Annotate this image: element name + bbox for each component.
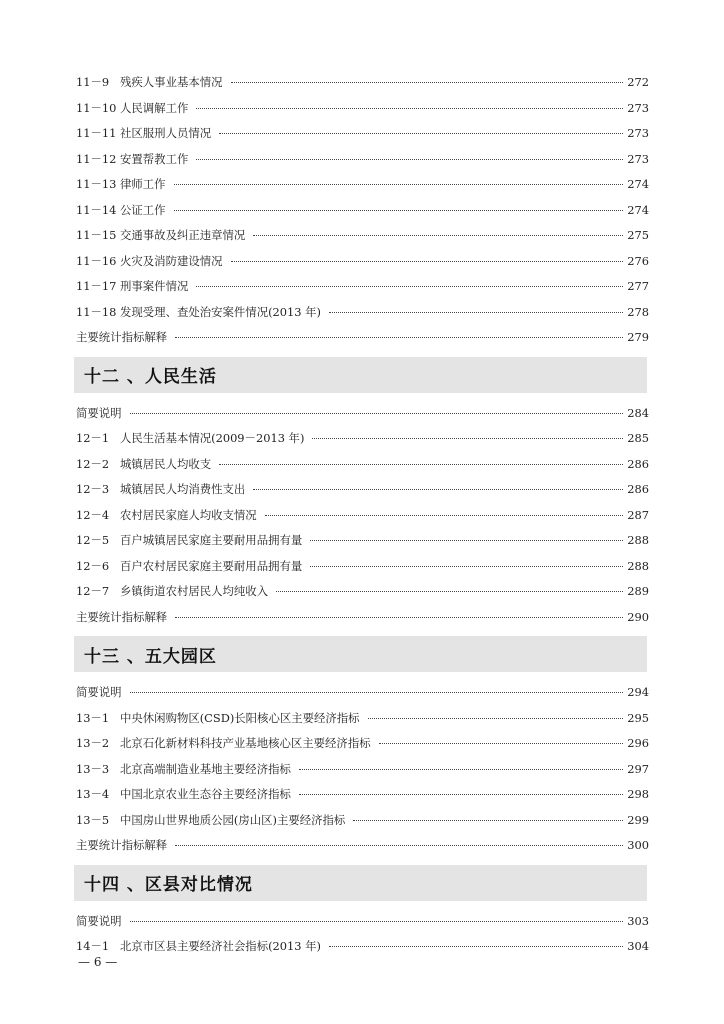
toc-entry-title: 简要说明 — [76, 405, 122, 420]
dot-leader — [353, 820, 623, 821]
dot-leader — [231, 82, 623, 83]
toc-entry-page: 274 — [627, 177, 649, 191]
toc-entry-page: 286 — [627, 482, 649, 496]
toc-entry[interactable] — [76, 757, 649, 783]
section-heading-14: 十四 、区县对比情况 — [74, 865, 647, 901]
toc-entry-title: 人民生活基本情况(2009－2013 年) — [120, 431, 305, 445]
toc-entry-number: 11－17 — [76, 279, 117, 293]
toc-entry[interactable] — [76, 249, 649, 275]
toc-entry-title: 中国北京农业生态谷主要经济指标 — [120, 787, 291, 801]
toc-entry[interactable] — [76, 554, 649, 580]
toc-entry-number: 11－18 — [76, 304, 117, 319]
toc-entry-number: 11－15 — [76, 228, 117, 242]
toc-entry-page: 278 — [627, 304, 649, 319]
toc-entry-page: 284 — [627, 405, 649, 420]
toc-entry-title: 农村居民家庭人均收支情况 — [120, 507, 257, 522]
toc-group-13 — [76, 680, 649, 859]
dot-leader — [175, 617, 623, 618]
toc-entry[interactable] — [76, 96, 649, 122]
toc-entry[interactable] — [76, 503, 649, 529]
toc-entry[interactable] — [76, 325, 649, 351]
toc-entry-title: 火灾及消防建设情况 — [120, 253, 223, 268]
toc-entry-page: 285 — [627, 431, 649, 445]
toc-entry-page: 297 — [627, 761, 649, 776]
toc-entry-number: 12－3 — [76, 482, 110, 496]
toc-entry-number: 13－3 — [76, 761, 110, 776]
dot-leader — [329, 312, 623, 313]
toc-entry[interactable] — [76, 121, 649, 147]
toc-entry-page: 296 — [627, 736, 649, 750]
toc-entry-title: 公证工作 — [120, 202, 166, 217]
toc-entry[interactable] — [76, 198, 649, 224]
dot-leader — [174, 184, 623, 185]
dot-leader — [379, 743, 623, 744]
toc-entry[interactable] — [76, 528, 649, 554]
toc-entry[interactable] — [76, 274, 649, 300]
toc-entry-title: 发现受理、查处治安案件情况(2013 年) — [120, 304, 321, 319]
dot-leader — [329, 946, 623, 947]
toc-entry[interactable] — [76, 731, 649, 757]
toc-entry-number: 12－7 — [76, 584, 110, 598]
toc-entry-title: 社区服刑人员情况 — [120, 126, 212, 140]
toc-entry-title: 交通事故及纠正违章情况 — [120, 228, 246, 242]
toc-page — [76, 70, 649, 960]
toc-entry-page: 276 — [627, 253, 649, 268]
toc-entry-title: 北京高端制造业基地主要经济指标 — [120, 761, 291, 776]
dot-leader — [219, 464, 623, 465]
toc-entry-number: 12－2 — [76, 456, 110, 471]
toc-entry-number: 11－11 — [76, 126, 117, 140]
toc-entry-title: 主要统计指标解释 — [76, 609, 168, 624]
toc-entry-title: 城镇居民人均消费性支出 — [120, 482, 246, 496]
toc-entry-number: 12－1 — [76, 431, 110, 445]
toc-entry-page: 298 — [627, 787, 649, 801]
toc-entry-number: 11－16 — [76, 253, 117, 268]
dot-leader — [196, 286, 623, 287]
toc-entry-page: 288 — [627, 558, 649, 573]
dot-leader — [310, 540, 623, 541]
toc-entry-page: 273 — [627, 100, 649, 115]
toc-entry-title: 中国房山世界地质公园(房山区)主要经济指标 — [120, 812, 346, 827]
toc-entry-title: 简要说明 — [76, 685, 122, 699]
toc-entry-title: 百户城镇居民家庭主要耐用品拥有量 — [120, 533, 303, 547]
dot-leader — [310, 566, 623, 567]
toc-entry-page: 275 — [627, 228, 649, 242]
toc-entry-number: 11－13 — [76, 177, 117, 191]
toc-entry-number: 11－9 — [76, 75, 110, 89]
toc-entry[interactable] — [76, 833, 649, 859]
toc-entry-number: 11－12 — [76, 151, 117, 166]
toc-entry-page: 288 — [627, 533, 649, 547]
dot-leader — [299, 769, 623, 770]
toc-entry-number: 12－5 — [76, 533, 110, 547]
dot-leader — [175, 337, 623, 338]
toc-entry-page: 295 — [627, 710, 649, 725]
toc-entry-title: 乡镇街道农村居民人均纯收入 — [120, 584, 269, 598]
toc-entry[interactable] — [76, 782, 649, 808]
toc-entry-title: 主要统计指标解释 — [76, 838, 168, 852]
dot-leader — [312, 438, 623, 439]
toc-entry-page: 273 — [627, 151, 649, 166]
toc-entry[interactable] — [76, 300, 649, 326]
toc-entry-title: 北京石化新材料科技产业基地核心区主要经济指标 — [120, 736, 371, 750]
toc-entry[interactable] — [76, 605, 649, 631]
toc-entry[interactable] — [76, 706, 649, 732]
toc-entry[interactable] — [76, 680, 649, 706]
toc-entry-page: 290 — [627, 609, 649, 624]
toc-entry-number: 14－1 — [76, 939, 110, 953]
dot-leader — [130, 692, 623, 693]
toc-entry[interactable] — [76, 579, 649, 605]
dot-leader — [253, 235, 623, 236]
dot-leader — [174, 210, 623, 211]
toc-group-14 — [76, 909, 649, 960]
toc-entry[interactable] — [76, 909, 649, 935]
section-heading-13: 十三 、五大园区 — [74, 636, 647, 672]
toc-entry-title: 北京市区县主要经济社会指标(2013 年) — [120, 939, 321, 953]
toc-entry-page: 287 — [627, 507, 649, 522]
toc-entry-title: 安置帮教工作 — [120, 151, 189, 166]
toc-entry-title: 主要统计指标解释 — [76, 330, 168, 344]
dot-leader — [253, 489, 623, 490]
toc-entry[interactable] — [76, 70, 649, 96]
dot-leader — [299, 794, 623, 795]
dot-leader — [175, 845, 623, 846]
dot-leader — [368, 718, 623, 719]
toc-group-12 — [76, 401, 649, 631]
dot-leader — [130, 921, 623, 922]
toc-entry[interactable] — [76, 477, 649, 503]
dot-leader — [219, 133, 623, 134]
dot-leader — [276, 591, 623, 592]
toc-entry[interactable] — [76, 452, 649, 478]
toc-entry-page: 303 — [627, 913, 649, 928]
toc-entry-number: 13－1 — [76, 710, 110, 725]
toc-entry-title: 简要说明 — [76, 913, 122, 928]
toc-entry-page: 289 — [627, 584, 649, 598]
toc-entry-title: 中央休闲购物区(CSD)长阳核心区主要经济指标 — [120, 710, 360, 725]
dot-leader — [196, 159, 623, 160]
toc-entry-title: 刑事案件情况 — [120, 279, 189, 293]
toc-entry-page: 294 — [627, 685, 649, 699]
toc-entry-page: 286 — [627, 456, 649, 471]
toc-entry-title: 残疾人事业基本情况 — [120, 75, 223, 89]
toc-entry-page: 277 — [627, 279, 649, 293]
section-heading-12: 十二 、人民生活 — [74, 357, 647, 393]
toc-entry-page: 304 — [627, 939, 649, 953]
toc-entry-title: 城镇居民人均收支 — [120, 456, 212, 471]
toc-entry-title: 百户农村居民家庭主要耐用品拥有量 — [120, 558, 303, 573]
toc-entry[interactable] — [76, 426, 649, 452]
dot-leader — [196, 108, 623, 109]
toc-entry-page: 299 — [627, 812, 649, 827]
dot-leader — [130, 413, 623, 414]
toc-entry-number: 13－2 — [76, 736, 110, 750]
toc-entry-number: 13－5 — [76, 812, 110, 827]
toc-entry-number: 11－10 — [76, 100, 117, 115]
toc-entry[interactable] — [76, 223, 649, 249]
toc-entry-title: 人民调解工作 — [120, 100, 189, 115]
toc-entry-title: 律师工作 — [120, 177, 166, 191]
toc-group-11 — [76, 70, 649, 351]
page-footer: — 6 — — [78, 955, 118, 969]
toc-entry-page: 272 — [627, 75, 649, 89]
toc-entry-page: 273 — [627, 126, 649, 140]
toc-entry[interactable] — [76, 147, 649, 173]
toc-entry-page: 279 — [627, 330, 649, 344]
toc-entry-page: 274 — [627, 202, 649, 217]
dot-leader — [231, 261, 623, 262]
toc-entry-page: 300 — [627, 838, 649, 852]
toc-entry[interactable] — [76, 934, 649, 960]
toc-entry[interactable] — [76, 172, 649, 198]
toc-entry-number: 11－14 — [76, 202, 117, 217]
toc-entry[interactable] — [76, 401, 649, 427]
toc-entry-number: 12－4 — [76, 507, 110, 522]
toc-entry-number: 12－6 — [76, 558, 110, 573]
toc-entry-number: 13－4 — [76, 787, 110, 801]
toc-entry[interactable] — [76, 808, 649, 834]
dot-leader — [265, 515, 623, 516]
